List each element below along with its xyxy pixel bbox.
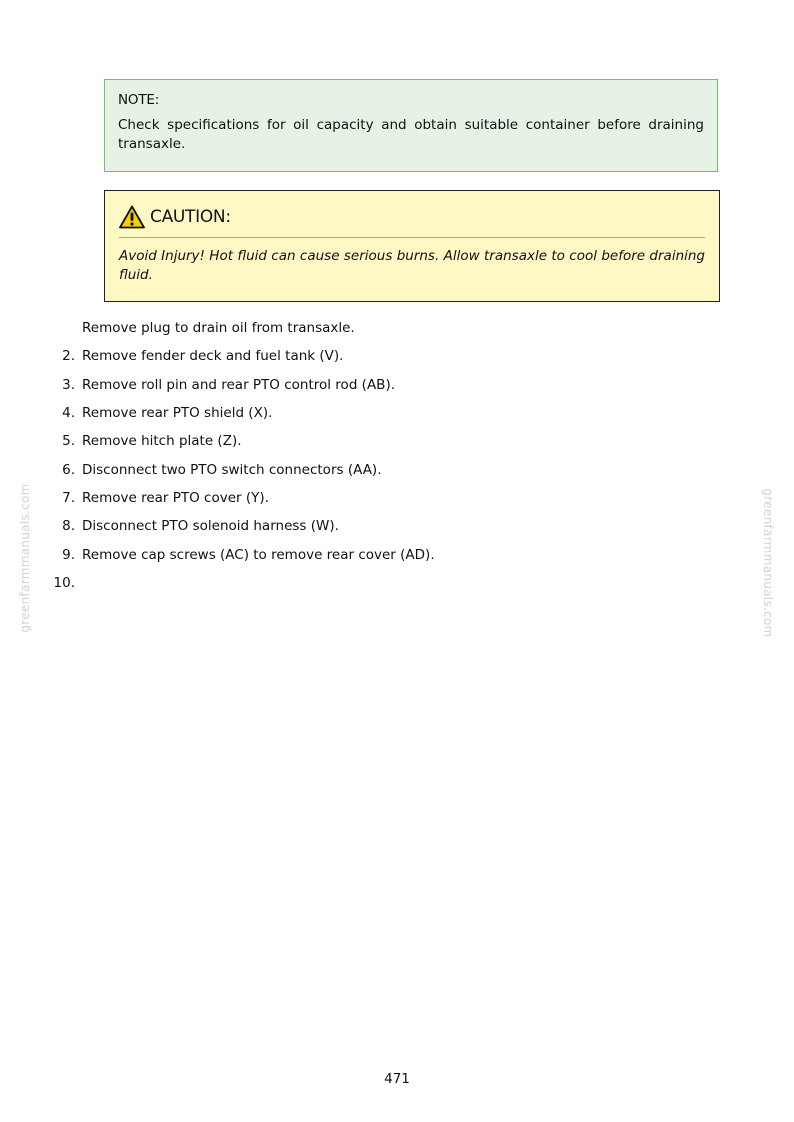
- step-number: 4.: [62, 405, 75, 421]
- caution-header: [119, 203, 705, 231]
- step-text: Disconnect two PTO switch connectors (AA).: [82, 462, 382, 478]
- step-number: 8.: [62, 518, 75, 534]
- warning-triangle-icon: [119, 205, 145, 229]
- caution-title: CAUTION:: [150, 207, 231, 227]
- caution-divider: [119, 237, 705, 238]
- caution-text: Avoid Injury! Hot fluid can cause serious burns. Allow transaxle to cool before draining fluid.: [119, 248, 705, 283]
- caution-box: [104, 190, 720, 302]
- step-text: Remove cap screws (AC) to remove rear cover (AD).: [82, 547, 435, 563]
- step-number: 5.: [62, 433, 75, 449]
- step-text: Remove rear PTO shield (X).: [82, 405, 273, 421]
- page-number: 471: [384, 1071, 410, 1087]
- watermark-right: greenfarmmanuals.com: [761, 488, 775, 638]
- step-number: 3.: [62, 377, 75, 393]
- step-text: Remove fender deck and fuel tank (V).: [82, 348, 344, 364]
- step-text: Disconnect PTO solenoid harness (W).: [82, 518, 339, 534]
- step-text: Remove hitch plate (Z).: [82, 433, 242, 449]
- step-number: 7.: [62, 490, 75, 506]
- step-number: 2.: [62, 348, 75, 364]
- step-text: Remove rear PTO cover (Y).: [82, 490, 269, 506]
- note-title: NOTE:: [118, 92, 160, 108]
- step-number: 6.: [62, 462, 75, 478]
- note-text: Check specifications for oil capacity and obtain suitable container before draining transaxle.: [118, 117, 704, 152]
- step-number: 10.: [53, 575, 75, 591]
- step-text: Remove roll pin and rear PTO control rod (AB).: [82, 377, 395, 393]
- step-text: Remove plug to drain oil from transaxle.: [82, 320, 355, 336]
- watermark-left: greenfarmmanuals.com: [18, 483, 32, 633]
- step-number: 9.: [62, 547, 75, 563]
- note-box: [104, 79, 718, 172]
